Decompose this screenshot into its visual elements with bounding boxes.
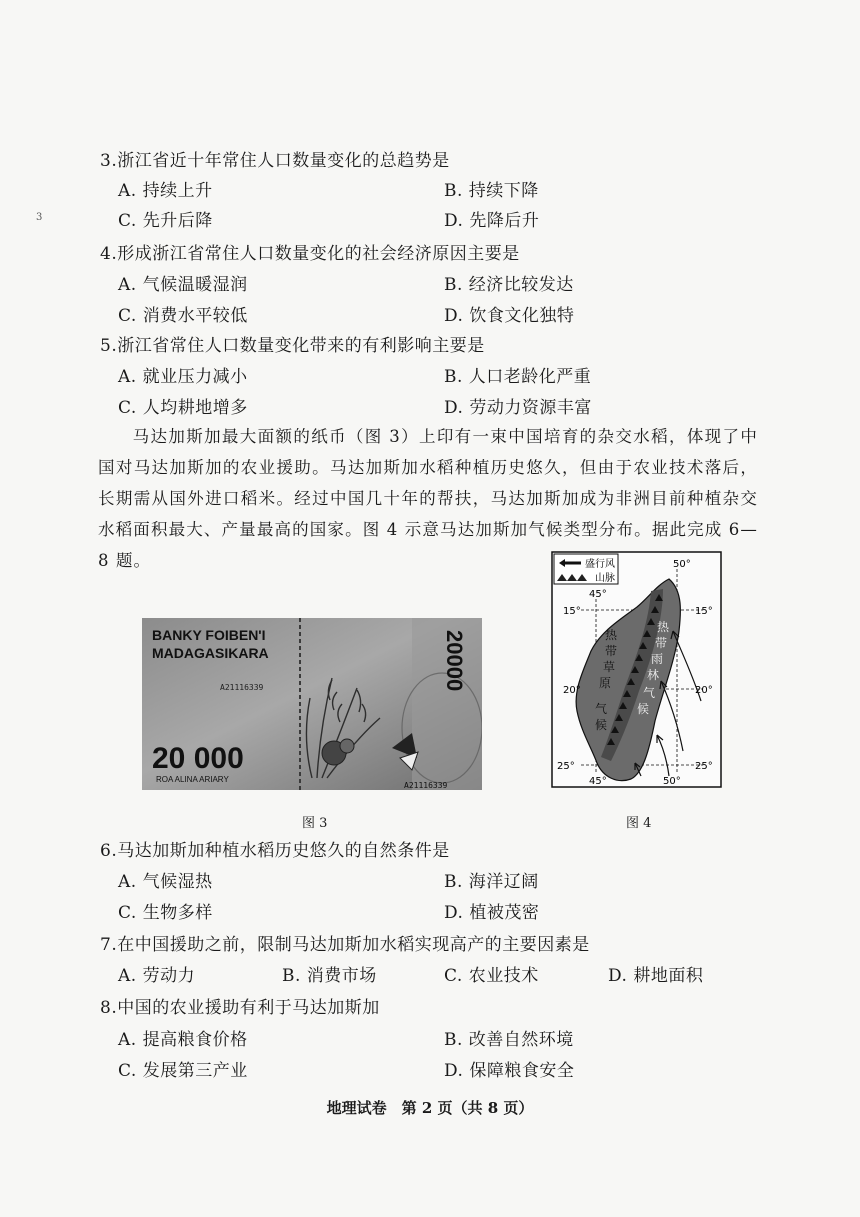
svg-text:林: 林 <box>647 668 660 682</box>
question-6-option-b: B. 海洋辽阔 <box>444 872 539 892</box>
question-5-option-b: B. 人口老龄化严重 <box>444 367 592 387</box>
svg-text:带: 带 <box>605 644 618 658</box>
question-3-option-b: B. 持续下降 <box>444 181 539 201</box>
lon-50-top: 50° <box>673 559 691 570</box>
question-8-option-d: D. 保障粮食安全 <box>444 1061 575 1081</box>
question-7-option-c: C. 农业技术 <box>444 966 539 986</box>
question-6-option-c: C. 生物多样 <box>118 903 213 923</box>
serial-number-top: A21116339 <box>220 683 264 692</box>
question-5-stem: 5.浙江省常住人口数量变化带来的有利影响主要是 <box>100 336 485 356</box>
bank-name-line-1: BANKY FOIBEN'I <box>152 627 266 643</box>
question-3-stem: 3.浙江省近十年常住人口数量变化的总趋势是 <box>100 151 450 171</box>
lat-15-right: 15° <box>695 606 713 617</box>
lat-15-left: 15° <box>563 606 581 617</box>
lat-20-right: 20° <box>695 685 713 696</box>
svg-text:带: 带 <box>655 636 668 650</box>
question-5-option-c: C. 人均耕地增多 <box>118 398 248 418</box>
lon-45-top: 45° <box>589 589 607 600</box>
question-7-stem: 7.在中国援助之前，限制马达加斯加水稻实现高产的主要因素是 <box>100 935 590 955</box>
question-4-option-b: B. 经济比较发达 <box>444 275 574 295</box>
stray-mark: 3 <box>36 212 43 223</box>
svg-text:热: 热 <box>657 620 670 634</box>
question-7-option-b: B. 消费市场 <box>282 966 377 986</box>
svg-text:草: 草 <box>603 660 616 674</box>
question-8-option-a: A. 提高粮食价格 <box>118 1030 248 1050</box>
svg-text:气: 气 <box>643 686 656 700</box>
question-7-option-d: D. 耕地面积 <box>608 966 704 986</box>
question-4-option-c: C. 消费水平较低 <box>118 306 248 326</box>
question-6-option-d: D. 植被茂密 <box>444 903 540 923</box>
svg-text:原: 原 <box>599 676 612 690</box>
denomination-large: 20 000 <box>152 742 244 775</box>
serial-number-bottom: A21116339 <box>404 781 448 790</box>
question-7-option-a: A. 劳动力 <box>118 966 196 986</box>
legend-wind-label: 盛行风 <box>585 559 615 570</box>
figure-3-caption: 图 3 <box>302 816 328 831</box>
madagascar-climate-map <box>551 551 722 788</box>
question-8-option-c: C. 发展第三产业 <box>118 1061 248 1081</box>
question-4-option-a: A. 气候温暖湿润 <box>118 275 248 295</box>
mountain-icon <box>557 574 587 581</box>
svg-text:雨: 雨 <box>651 652 664 666</box>
svg-text:候: 候 <box>595 718 608 732</box>
legend-mountain-label: 山脉 <box>595 573 615 584</box>
question-3-option-c: C. 先升后降 <box>118 211 213 231</box>
question-6-stem: 6.马达加斯加种植水稻历史悠久的自然条件是 <box>100 841 450 861</box>
lon-50-bottom: 50° <box>663 776 681 787</box>
lon-45-bottom: 45° <box>589 776 607 787</box>
seed-cluster <box>340 739 354 753</box>
banknote-figure <box>142 618 482 790</box>
lat-20-left: 20° <box>563 685 581 696</box>
bank-name-line-2: MADAGASIKARA <box>152 645 269 661</box>
question-4-stem: 4.形成浙江省常住人口数量变化的社会经济原因主要是 <box>100 244 520 264</box>
figure-4-caption: 图 4 <box>626 816 652 831</box>
reading-passage: 马达加斯加最大面额的纸币（图 3）上印有一束中国培育的杂交水稻，体现了中国对马达加斯加的农业援助。马达加斯加水稻种植历史悠久，但由于农业技术落后，长期需从国外进口稻米。经过中国几十年的帮扶，马达加斯加成为非洲目前种植杂交水稻面积最大、产量最高的国家。图 4 示意马达加斯加气候类型分布。据此完成 6—8 题。 <box>98 427 758 570</box>
question-5-option-d: D. 劳动力资源丰富 <box>444 398 592 418</box>
lat-25-left: 25° <box>557 761 575 772</box>
page-footer: 地理试卷 第 2 页（共 8 页） <box>326 1099 534 1117</box>
question-5-option-a: A. 就业压力减小 <box>118 367 248 387</box>
question-4-option-d: D. 饮食文化独特 <box>444 306 575 326</box>
svg-text:热: 热 <box>605 628 618 642</box>
question-3-option-a: A. 持续上升 <box>118 181 213 201</box>
question-6-option-a: A. 气候湿热 <box>118 872 213 892</box>
question-8-stem: 8.中国的农业援助有利于马达加斯加 <box>100 998 380 1018</box>
svg-text:候: 候 <box>637 702 650 716</box>
question-3-option-d: D. 先降后升 <box>444 211 540 231</box>
lat-25-right: 25° <box>695 761 713 772</box>
question-8-option-b: B. 改善自然环境 <box>444 1030 574 1050</box>
denomination-vertical: 20000 <box>442 630 467 692</box>
currency-name: ROA ALINA ARIARY <box>156 775 229 784</box>
svg-text:气: 气 <box>595 702 608 716</box>
